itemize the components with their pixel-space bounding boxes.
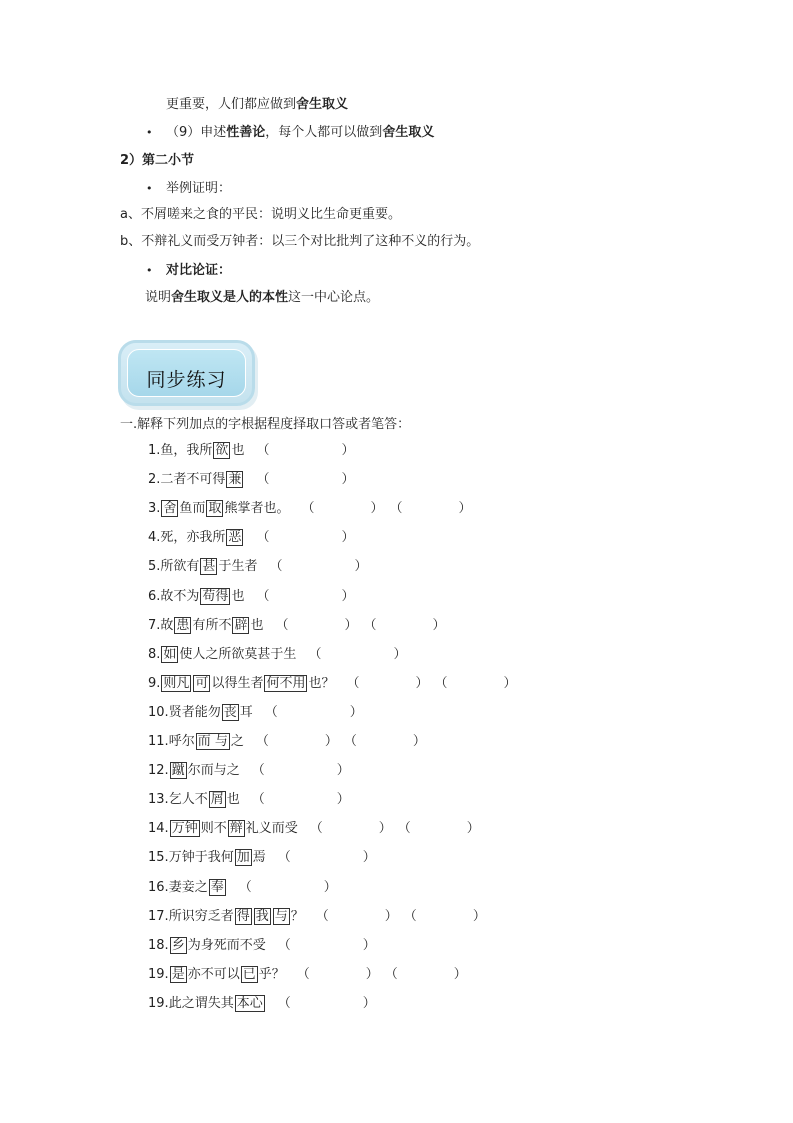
question-row: [148, 558, 367, 576]
answer-blank-close[interactable]: ）: [362, 850, 376, 865]
answer-blank-open[interactable]: （: [269, 559, 283, 574]
answer-blank-open[interactable]: （: [389, 501, 403, 516]
highlighted-character: 蹴: [171, 763, 185, 778]
note-line-2: （9）申述性善论，每个人都可以做到舍生取义: [166, 125, 435, 140]
question-text: 故不为: [160, 589, 200, 604]
answer-blank-open[interactable]: （: [275, 618, 289, 633]
question-number: 8.: [148, 647, 161, 662]
highlighted-character: 兼: [228, 472, 242, 487]
question-row: [148, 908, 486, 926]
highlighted-character: 甚: [202, 559, 216, 574]
highlighted-character: 已: [242, 967, 256, 982]
answer-blank-open[interactable]: （: [403, 909, 417, 924]
question-text: 礼义而受: [245, 821, 298, 836]
answer-blank-close[interactable]: ）: [458, 501, 472, 516]
question-number: 4.: [148, 530, 161, 545]
question-text: 乎？: [258, 967, 285, 982]
question-row: [148, 937, 376, 955]
question-text: 呼尔: [168, 734, 195, 749]
example-label: 举例证明：: [166, 181, 232, 196]
answer-blank-close[interactable]: ）: [412, 734, 426, 749]
answer-blank-open[interactable]: （: [315, 909, 329, 924]
question-row: [148, 500, 472, 518]
answer-blank-close[interactable]: ）: [370, 501, 384, 516]
answer-blank-open[interactable]: （: [346, 676, 360, 691]
answer-blank-close[interactable]: ）: [341, 443, 355, 458]
question-text: 也: [250, 618, 264, 633]
exercise-instruction: 一.解释下列加点的字根据程度择取口答或者笔答：: [120, 417, 411, 432]
highlighted-character: 舍: [163, 501, 177, 516]
question-text: 以得生者: [211, 676, 264, 691]
question-row: [148, 849, 376, 867]
question-text: 鱼而: [179, 501, 206, 516]
item-a: a、不屑嗟来之食的平民：说明义比生命更重要。: [120, 207, 401, 222]
question-number: 1.: [148, 443, 161, 458]
highlighted-character: 本心: [236, 996, 263, 1011]
question-text: 死，亦我所: [160, 530, 226, 545]
question-text: 使人之所欲莫甚于生: [179, 647, 297, 662]
highlighted-character: 而 与: [197, 734, 228, 749]
answer-blank-close[interactable]: ）: [341, 472, 355, 487]
question-text: 耳: [239, 705, 253, 720]
answer-blank-close[interactable]: ）: [472, 909, 486, 924]
question-text: 鱼，我所: [160, 443, 213, 458]
question-text: 于生者: [218, 559, 258, 574]
question-text: 妻妾之: [168, 880, 208, 895]
highlighted-character: 恶: [228, 530, 242, 545]
answer-blank-close[interactable]: ）: [324, 734, 338, 749]
question-number: 6.: [148, 589, 161, 604]
question-text: 为身死而不受: [187, 938, 266, 953]
question-number: 16.: [148, 880, 169, 895]
question-text: 二者不可得: [160, 472, 226, 487]
highlighted-character: 乡: [171, 938, 185, 953]
answer-blank-close[interactable]: ）: [362, 938, 376, 953]
highlighted-character: 丧: [223, 705, 237, 720]
question-row: [148, 529, 354, 547]
highlighted-character: 如: [163, 647, 177, 662]
question-row: [148, 966, 467, 984]
answer-blank-open[interactable]: （: [277, 938, 291, 953]
question-text: 有所不: [192, 618, 232, 633]
answer-blank-open[interactable]: （: [255, 734, 269, 749]
question-row: [148, 442, 354, 460]
question-row: [148, 879, 337, 897]
question-text: 所欲有: [160, 559, 200, 574]
question-text: 则不: [200, 821, 227, 836]
question-row: [148, 471, 354, 489]
answer-blank-open[interactable]: （: [277, 850, 291, 865]
question-number: 3.: [148, 501, 161, 516]
question-number: 2.: [148, 472, 161, 487]
question-text: 尔而与之: [187, 763, 240, 778]
answer-blank-close[interactable]: ）: [344, 618, 358, 633]
question-text: 所识穷乏者: [168, 909, 234, 924]
highlighted-character: 加: [236, 850, 250, 865]
answer-blank-open[interactable]: （: [384, 967, 398, 982]
question-text: 乞人不: [168, 792, 208, 807]
answer-blank-open[interactable]: （: [277, 996, 291, 1011]
answer-blank-open[interactable]: （: [238, 880, 252, 895]
question-number: 15.: [148, 850, 169, 865]
question-row: [148, 588, 354, 606]
answer-blank-close[interactable]: ）: [466, 821, 480, 836]
answer-blank-close[interactable]: ）: [453, 967, 467, 982]
question-text: 也: [231, 443, 245, 458]
highlighted-character: 得: [236, 909, 250, 924]
bullet-icon: •: [146, 126, 153, 139]
answer-blank-close[interactable]: ）: [503, 676, 517, 691]
question-number: 19.: [148, 996, 169, 1011]
answer-blank-open[interactable]: （: [301, 501, 315, 516]
conclusion-line: 说明舍生取义是人的本性这一中心论点。: [145, 290, 380, 305]
question-row: [148, 704, 363, 722]
answer-blank-close[interactable]: ）: [384, 909, 398, 924]
answer-blank-close[interactable]: ）: [323, 880, 337, 895]
highlighted-character: 则凡: [163, 676, 190, 691]
answer-blank-open[interactable]: （: [256, 472, 270, 487]
answer-blank-close[interactable]: ）: [336, 763, 350, 778]
highlighted-character: 屑: [210, 792, 224, 807]
question-text: 也？: [308, 676, 335, 691]
question-text: 万钟于我何: [168, 850, 234, 865]
question-text: 故: [160, 618, 174, 633]
highlighted-character: 何不用: [266, 676, 306, 691]
question-row: [148, 675, 517, 693]
question-row: [148, 617, 446, 635]
question-text: 亦不可以: [187, 967, 240, 982]
question-number: 7.: [148, 618, 161, 633]
answer-blank-close[interactable]: ）: [354, 559, 368, 574]
bullet-icon: •: [146, 182, 153, 195]
highlighted-character: 欲: [215, 443, 229, 458]
answer-blank-close[interactable]: ）: [432, 618, 446, 633]
highlighted-character: 与: [274, 909, 288, 924]
question-row: [148, 762, 350, 780]
section-banner: [118, 340, 255, 406]
answer-blank-close[interactable]: ）: [378, 821, 392, 836]
question-text: 也: [226, 792, 240, 807]
bullet-icon: •: [146, 264, 153, 277]
question-number: 9.: [148, 676, 161, 691]
answer-blank-open[interactable]: （: [397, 821, 411, 836]
question-number: 10.: [148, 705, 169, 720]
highlighted-character: 患: [176, 618, 190, 633]
question-text: ？: [290, 909, 304, 924]
answer-blank-open[interactable]: （: [296, 967, 310, 982]
highlighted-character: 可: [195, 676, 209, 691]
answer-blank-open[interactable]: （: [251, 792, 265, 807]
question-text: 贤者能勿: [168, 705, 221, 720]
question-text: 此之谓失其: [168, 996, 234, 1011]
answer-blank-open[interactable]: （: [343, 734, 357, 749]
question-number: 12.: [148, 763, 169, 778]
item-b: b、不辩礼义而受万钟者：以三个对比批判了这种不义的行为。: [120, 234, 480, 249]
highlighted-character: 我: [255, 909, 269, 924]
answer-blank-close[interactable]: ）: [336, 792, 350, 807]
highlighted-character: 是: [171, 967, 185, 982]
question-text: 焉: [252, 850, 266, 865]
answer-blank-close[interactable]: ）: [393, 647, 407, 662]
question-number: 14.: [148, 821, 169, 836]
question-row: [148, 820, 480, 838]
question-row: [148, 995, 376, 1013]
question-number: 17.: [148, 909, 169, 924]
highlighted-character: 苟得: [202, 589, 229, 604]
highlighted-character: 取: [208, 501, 222, 516]
question-text: 熊掌者也。: [224, 501, 290, 516]
highlighted-character: 奉: [210, 880, 224, 895]
answer-blank-close[interactable]: ）: [341, 530, 355, 545]
banner-inner: [127, 349, 246, 397]
answer-blank-open[interactable]: （: [256, 443, 270, 458]
question-number: 13.: [148, 792, 169, 807]
answer-blank-open[interactable]: （: [264, 705, 278, 720]
highlighted-character: 万钟: [171, 821, 198, 836]
question-number: 5.: [148, 559, 161, 574]
answer-blank-open[interactable]: （: [363, 618, 377, 633]
answer-blank-open[interactable]: （: [256, 530, 270, 545]
section-heading: 2）第二小节: [120, 153, 195, 168]
question-row: [148, 646, 406, 664]
contrast-label: 对比论证：: [166, 263, 232, 278]
question-number: 11.: [148, 734, 169, 749]
question-text: 也: [231, 589, 245, 604]
question-row: [148, 733, 426, 751]
answer-blank-open[interactable]: （: [309, 821, 323, 836]
answer-blank-close[interactable]: ）: [349, 705, 363, 720]
highlighted-character: 辟: [234, 618, 248, 633]
answer-blank-open[interactable]: （: [434, 676, 448, 691]
answer-blank-open[interactable]: （: [251, 763, 265, 778]
question-text: 之: [230, 734, 244, 749]
answer-blank-close[interactable]: ）: [415, 676, 429, 691]
answer-blank-close[interactable]: ）: [362, 996, 376, 1011]
answer-blank-close[interactable]: ）: [365, 967, 379, 982]
question-row: [148, 791, 350, 809]
answer-blank-open[interactable]: （: [256, 589, 270, 604]
banner-title: 同步练习: [146, 369, 227, 391]
highlighted-character: 辩: [229, 821, 243, 836]
answer-blank-close[interactable]: ）: [341, 589, 355, 604]
question-number: 19.: [148, 967, 169, 982]
note-line-1: 更重要，人们都应做到舍生取义: [166, 97, 349, 112]
answer-blank-open[interactable]: （: [308, 647, 322, 662]
question-number: 18.: [148, 938, 169, 953]
